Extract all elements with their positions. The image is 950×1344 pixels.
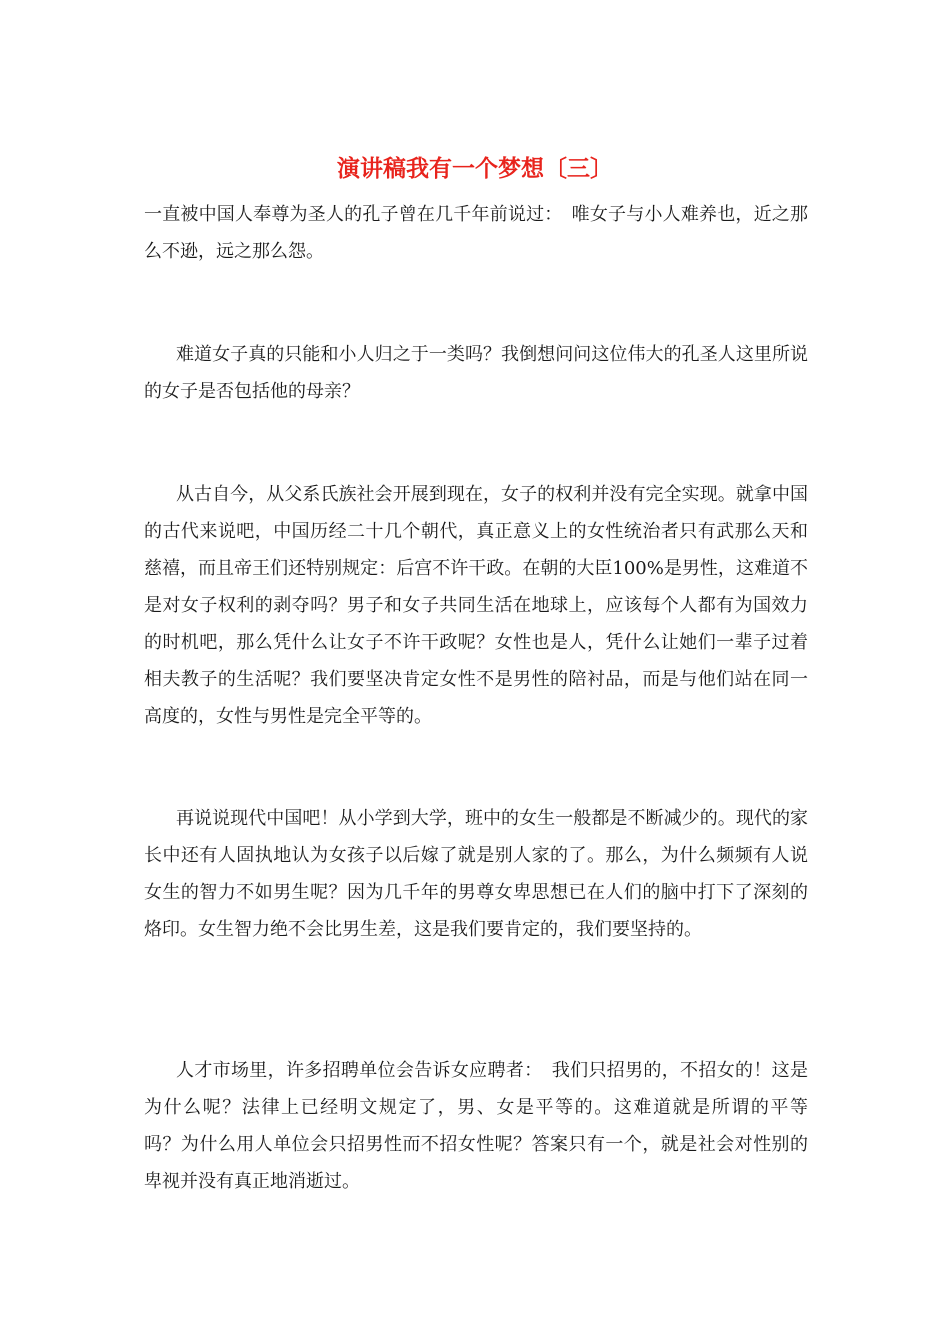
paragraph-4: 再说说现代中国吧！从小学到大学，班中的女生一般都是不断减少的。现代的家长中还有人固执地认为女孩子以后嫁了就是别人家的了。那么，为什么频频有人说女生的智力不如男生呢？因为几千年的男尊女卑思想已在人们的脑中打下了深刻的烙印。女生智力绝不会比男生差，这是我们要肯定的，我们要坚持的。 xyxy=(144,808,808,940)
paragraph-2: 难道女子真的只能和小人归之于一类吗？我倒想问问这位伟大的孔圣人这里所说的女子是否包括他的母亲？ xyxy=(144,344,808,402)
paragraph-3: 从古自今，从父系氏族社会开展到现在，女子的权利并没有完全实现。就拿中国的古代来说吧，中国历经二十几个朝代，真正意义上的女性统治者只有武那么天和慈禧，而且帝王们还特别规定：后宫不许干政。在朝的大臣100%是男性，这难道不是对女子权利的剥夺吗？男子和女子共同生活在地球上，应该每个人都有为国效力的时机吧，那么凭什么让女子不许干政呢？女性也是人，凭什么让她们一辈子过着相夫教子的生活呢？我们要坚决肯定女性不是男性的陪衬品，而是与他们站在同一高度的，女性与男性是完全平等的。 xyxy=(144,484,808,727)
document-title: 演讲稿我有一个梦想〔三〕 xyxy=(337,155,613,182)
paragraph-1: 一直被中国人奉尊为圣人的孔子曾在几千年前说过： 唯女子与小人难养也，近之那么不逊，远之那么怨。 xyxy=(144,204,808,262)
paragraph-5: 人才市场里，许多招聘单位会告诉女应聘者： 我们只招男的，不招女的！这是为什么呢？法律上已经明文规定了，男、女是平等的。这难道就是所谓的平等 吗？为什么用人单位会只招男性而不招女性呢？答案只有一个，就是社会对性别的卑视并没有真正地消逝过。 xyxy=(144,1060,826,1192)
